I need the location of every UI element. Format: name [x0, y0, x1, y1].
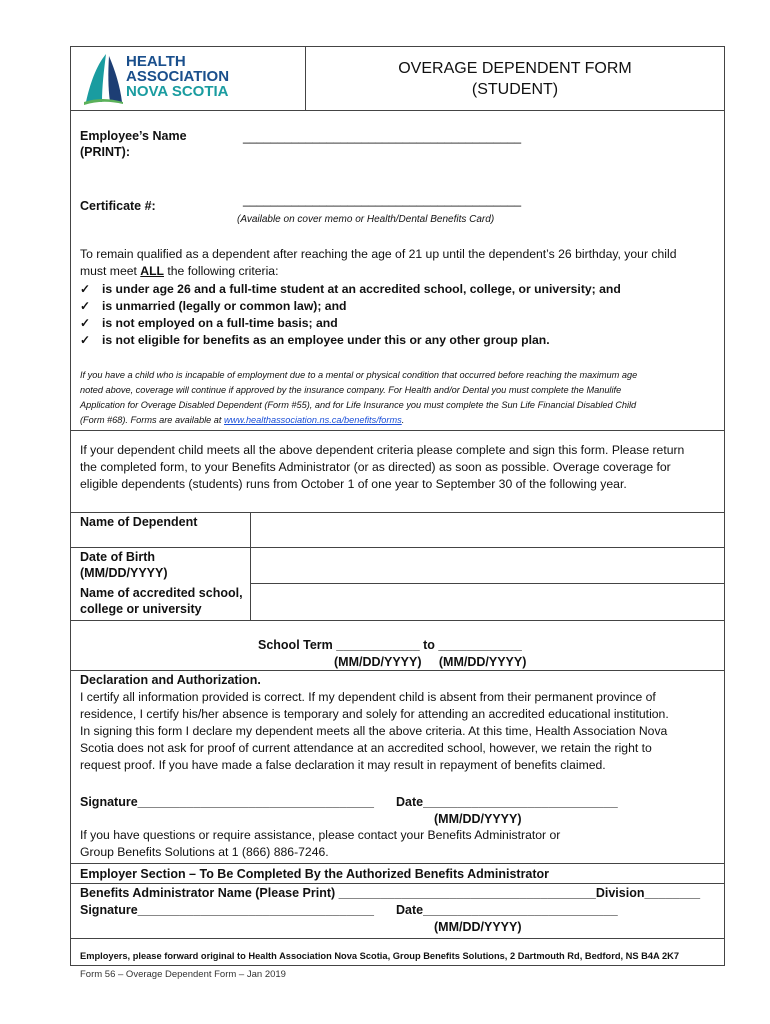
- date-of-birth-label: Date of Birth (MM/DD/YYYY): [80, 550, 168, 580]
- employee-name-field[interactable]: ________________________________________: [243, 130, 522, 144]
- criteria-intro: To remain qualified as a dependent after reaching the age of 21 up until the dependent’s 26 birthday, your child must meet ALL the following criteria:: [80, 247, 677, 278]
- forms-link[interactable]: www.healthassociation.ns.ca/benefits/forms: [224, 415, 402, 425]
- disabled-dependent-note: If you have a child who is incapable of employment due to a mental or physical condition that occurred before reaching the maximum age noted above, coverage will continue if approved by the insurance company. For Health and/or Dental you must complete the Manulife Application for Overage Disabled Dependent (Form #55), and for Life Insurance you must complete the Sun Life Financial Disabled Child (Form #68). Forms are available at www.healthassociation.ns.ca/benefits/forms.: [80, 370, 638, 425]
- certificate-field[interactable]: ________________________________________: [243, 193, 522, 207]
- declaration-text: I certify all information provided is correct. If my dependent child is absent from their permanent province of residence, I certify his/her absence is temporary and solely for attending an accredited educational institution. In signing this form I declare my dependent meets all the above criteria. At this time, Health Association Nova Scotia does not ask for proof of current attendance at an accredited school, however, we retain the right to request proof. If you have made a false declaration it may result in repayment of benefits claimed.: [80, 690, 669, 772]
- date-of-birth-field[interactable]: [251, 548, 724, 582]
- employer-date-field[interactable]: Date____________________________: [396, 903, 618, 917]
- title-line-1: OVERAGE DEPENDENT FORM: [398, 60, 632, 77]
- declaration-heading: Declaration and Authorization.: [80, 673, 261, 687]
- hans-logo: [82, 52, 262, 108]
- questions-text: If you have questions or require assistance, please contact your Benefits Administrator or Group Benefits Solutions at 1 (866) 886-7246.: [80, 828, 561, 859]
- criteria-item: ✓ is unmarried (legally or common law); and: [80, 299, 347, 313]
- table-bottom-rule: [70, 670, 725, 671]
- form-title: [305, 58, 725, 100]
- employee-date-field[interactable]: Date____________________________: [396, 795, 618, 809]
- certificate-note: (Available on cover memo or Health/Dental Benefits Card): [237, 214, 495, 225]
- form-identifier: Form 56 – Overage Dependent Form – Jan 2019: [80, 969, 286, 980]
- employee-signature-field[interactable]: Signature__________________________________: [80, 795, 375, 809]
- logo-line-1: HEALTH: [126, 53, 186, 70]
- criteria-item: ✓ is not employed on a full-time basis; and: [80, 316, 338, 330]
- employer-heading-rule: [70, 883, 725, 884]
- forwarding-address: Employers, please forward original to Health Association Nova Scotia, Group Benefits Solutions, 2 Dartmouth Rd, Bedford, NS B4A 2K7: [80, 951, 680, 961]
- checkmark-icon: ✓: [80, 282, 91, 296]
- logo-line-3: NOVA SCOTIA: [126, 83, 229, 100]
- school-term-formats: (MM/DD/YYYY) (MM/DD/YYYY): [334, 655, 527, 669]
- dependent-name-label: Name of Dependent: [80, 515, 198, 529]
- employee-date-format: (MM/DD/YYYY): [434, 812, 522, 826]
- header-bottom-rule: [70, 110, 725, 111]
- certificate-label: Certificate #:: [80, 199, 156, 213]
- dependent-name-field[interactable]: [251, 513, 724, 546]
- employer-bottom-rule: [70, 938, 725, 939]
- school-term-field[interactable]: School Term ____________ to ____________: [258, 638, 522, 652]
- checkmark-icon: ✓: [80, 333, 91, 347]
- employer-top-rule: [70, 863, 725, 864]
- employee-name-label: Employee’s Name (PRINT):: [80, 129, 187, 159]
- logo-line-2: ASSOCIATION: [126, 68, 230, 85]
- employer-section-heading: Employer Section – To Be Completed By the Authorized Benefits Administrator: [80, 867, 550, 881]
- school-name-field[interactable]: [251, 584, 724, 619]
- employer-date-format: (MM/DD/YYYY): [434, 920, 522, 934]
- title-line-2: (STUDENT): [471, 81, 559, 98]
- checkmark-icon: ✓: [80, 299, 91, 313]
- criteria-list: [80, 281, 621, 349]
- employer-signature-field[interactable]: Signature__________________________________: [80, 903, 375, 917]
- criteria-item: ✓ is under age 26 and a full-time student at an accredited school, college, or university; and: [80, 282, 621, 296]
- checkmark-icon: ✓: [80, 316, 91, 330]
- sail-logo-icon: [82, 52, 124, 106]
- criteria-item: ✓ is not eligible for benefits as an employee under this or any other group plan.: [80, 333, 550, 347]
- school-name-label: Name of accredited school, college or university: [80, 586, 243, 616]
- table-row-rule-3: [70, 620, 725, 621]
- note-bottom-rule: [70, 430, 725, 431]
- instructions: If your dependent child meets all the above dependent criteria please complete and sign this form. Please return the completed form, to your Benefits Administrator (or as directed) as soon as possible. Overage coverage for eligible dependents (students) runs from October 1 of one year to September 30 of the following year.: [80, 443, 685, 491]
- administrator-name-field[interactable]: Benefits Administrator Name (Please Print) _____________________________________Division________: [80, 886, 701, 900]
